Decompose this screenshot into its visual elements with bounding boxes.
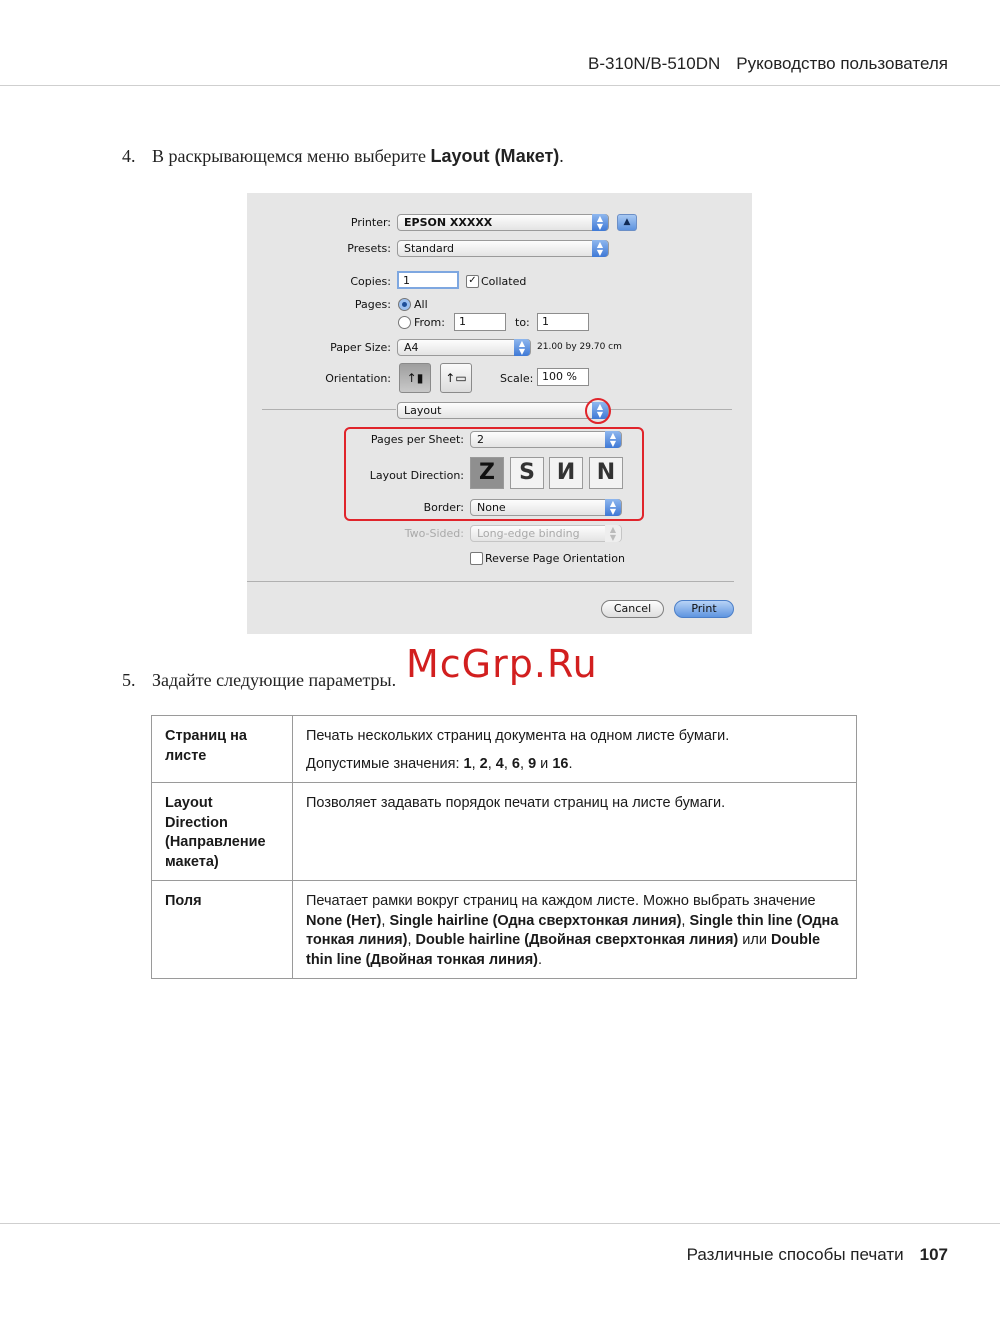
header-model: B-310N/B-510DN (587, 54, 721, 73)
step-4 (122, 146, 564, 167)
parameters-table (151, 715, 857, 979)
row-key: Layout Direction (Направление макета) (152, 783, 293, 881)
step-5 (122, 670, 396, 691)
print-button[interactable]: Print (674, 600, 734, 618)
landscape-button[interactable] (440, 363, 472, 393)
presets-value: Standard (404, 242, 455, 255)
all-radio[interactable] (398, 298, 411, 311)
cancel-button[interactable]: Cancel (601, 600, 664, 618)
panel-menu-popup[interactable] (397, 402, 609, 419)
running-footer (687, 1245, 948, 1265)
presets-popup[interactable] (397, 240, 609, 257)
two-sided-popup[interactable] (470, 525, 622, 542)
header-rule (0, 85, 1000, 86)
border-popup[interactable] (470, 499, 622, 516)
updown-arrows-icon: ▲ ▼ (605, 431, 621, 448)
collapse-button[interactable]: ▲ (617, 214, 637, 231)
table-row (152, 716, 857, 783)
dialog-footer-divider (247, 581, 734, 582)
copies-label: Copies: (350, 275, 391, 288)
printer-value: EPSON XXXXX (404, 216, 493, 229)
divider-right (592, 409, 732, 410)
row-description: Печатает рамки вокруг страниц на каждом листе. Можно выбрать значение None (Нет), Single hairline (Одна сверхтонкая линия), Single thin line (Одна тонкая линия), Double hairline (Двойная сверхтонкая линия) или Double thin line (Двойная тонкая линия). (293, 881, 857, 979)
copies-field[interactable]: 1 (397, 271, 459, 289)
row-description: Позволяет задавать порядок печати страниц на листе бумаги. (293, 783, 857, 881)
updown-arrows-icon: ▲ ▼ (592, 402, 608, 419)
updown-arrows-icon: ▲ ▼ (605, 525, 621, 542)
divider-left (262, 409, 396, 410)
table-row (152, 783, 857, 881)
pages-per-sheet-value: 2 (477, 433, 484, 446)
landscape-icon: ↑▭ (445, 371, 467, 385)
border-label: Border: (423, 501, 464, 514)
paper-size-dims: 21.00 by 29.70 cm (537, 342, 622, 352)
updown-arrows-icon: ▲ ▼ (514, 339, 530, 356)
layout-z-button[interactable]: Z (470, 457, 504, 489)
step-bold: Layout (Макет) (430, 146, 560, 166)
to-field[interactable]: 1 (537, 313, 589, 331)
paper-size-value: A4 (404, 341, 419, 354)
collated-checkbox[interactable]: ✓ (466, 275, 479, 288)
reverse-orientation-checkbox[interactable] (470, 552, 483, 565)
portrait-button[interactable] (399, 363, 431, 393)
running-header (588, 54, 948, 74)
updown-arrows-icon: ▲ ▼ (605, 499, 621, 516)
step-number: 4. (122, 146, 136, 166)
allowed-values: Допустимые значения: 1, 2, 4, 6, 9 и 16. (306, 755, 573, 772)
footer-section: Различные способы печати (686, 1245, 904, 1264)
layout-direction-label: Layout Direction: (369, 469, 464, 482)
layout-n-button[interactable]: N (589, 457, 623, 489)
from-radio[interactable] (398, 316, 411, 329)
updown-arrows-icon: ▲ ▼ (592, 240, 608, 257)
updown-arrows-icon: ▲ ▼ (592, 214, 608, 231)
printer-popup[interactable] (397, 214, 609, 231)
step-number: 5. (122, 670, 136, 690)
paper-size-popup[interactable] (397, 339, 531, 356)
two-sided-label: Two-Sided: (404, 527, 464, 540)
pages-per-sheet-popup[interactable] (470, 431, 622, 448)
print-dialog-screenshot (247, 193, 752, 634)
pages-per-sheet-label: Pages per Sheet: (370, 433, 464, 446)
scale-field[interactable]: 100 % (537, 368, 589, 386)
portrait-icon: ↑▮ (406, 371, 424, 385)
layout-s-button[interactable]: S (510, 457, 544, 489)
scale-label: Scale: (500, 372, 534, 385)
row-key: Поля (152, 881, 293, 979)
collated-label: Collated (481, 275, 527, 288)
presets-label: Presets: (347, 242, 391, 255)
printer-label: Printer: (350, 216, 391, 229)
all-label: All (414, 298, 428, 311)
footer-rule (0, 1223, 1000, 1224)
table-row (152, 881, 857, 979)
paper-size-label: Paper Size: (330, 341, 391, 354)
row-description (293, 716, 857, 783)
header-title: Руководство пользователя (736, 54, 948, 73)
row-key: Страниц на листе (152, 716, 293, 783)
reverse-orientation-label: Reverse Page Orientation (485, 552, 625, 565)
highlight-circle (585, 398, 611, 424)
step-text: В раскрывающемся меню выберите (152, 146, 431, 166)
step-text: Задайте следующие параметры. (152, 670, 397, 690)
pages-label: Pages: (354, 298, 391, 311)
from-field[interactable]: 1 (454, 313, 506, 331)
panel-menu-value: Layout (404, 404, 442, 417)
layout-reverse-n-button[interactable]: N (549, 457, 583, 489)
step-end: . (559, 146, 564, 166)
orientation-label: Orientation: (325, 372, 391, 385)
two-sided-value: Long-edge binding (477, 527, 580, 540)
description-line: Печать нескольких страниц документа на одном листе бумаги. (306, 728, 730, 744)
from-label: From: (414, 316, 445, 329)
to-label: to: (515, 316, 530, 329)
border-value: None (477, 501, 506, 514)
page-number: 107 (919, 1245, 948, 1264)
watermark: McGrp.Ru (406, 642, 598, 686)
